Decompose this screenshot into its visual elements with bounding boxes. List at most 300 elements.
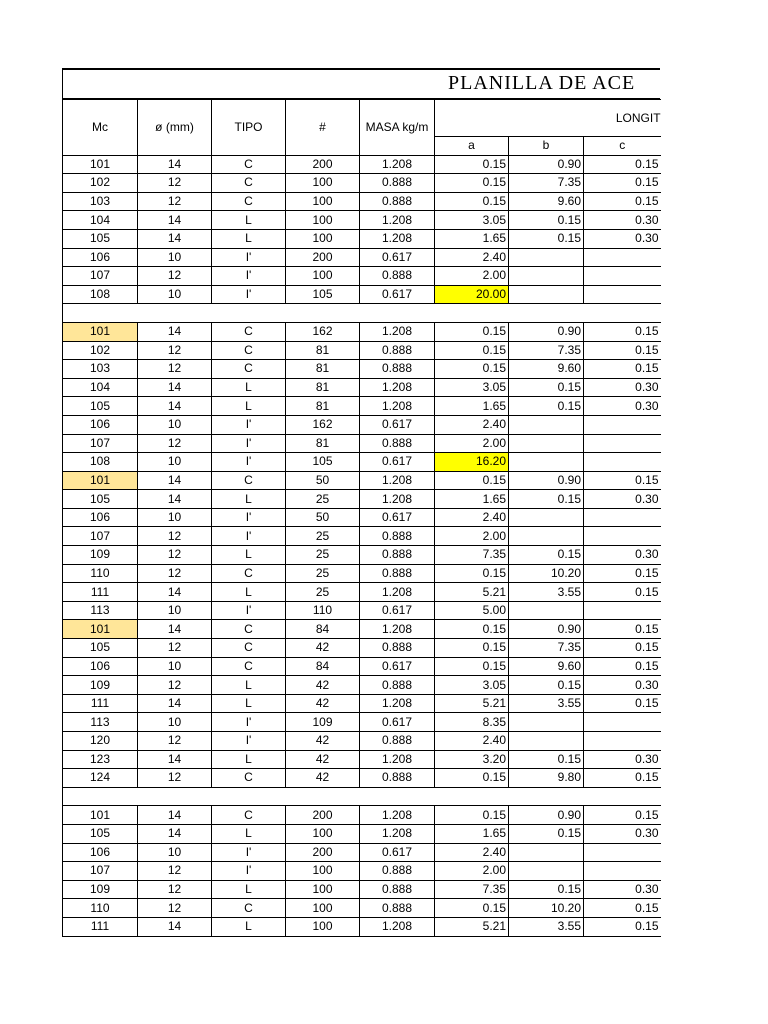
cell-masa: 0.888 xyxy=(360,434,435,453)
header-masa: MASA kg/m xyxy=(360,100,435,156)
cell-tipo: C xyxy=(212,155,286,174)
cell-tipo: I' xyxy=(212,267,286,286)
cell-num: 100 xyxy=(286,880,360,899)
cell-phi: 14 xyxy=(138,620,212,639)
cell-masa: 0.617 xyxy=(360,601,435,620)
table-row xyxy=(63,657,661,676)
table-row xyxy=(63,899,661,918)
cell-tipo: L xyxy=(212,750,286,769)
cell-phi: 12 xyxy=(138,527,212,546)
cell-masa: 1.208 xyxy=(360,620,435,639)
cell-mc: 110 xyxy=(63,564,138,583)
cell-phi: 12 xyxy=(138,639,212,658)
cell-c xyxy=(584,248,661,267)
cell-a: 0.15 xyxy=(435,360,509,379)
cell-phi: 12 xyxy=(138,732,212,751)
table-row xyxy=(63,174,661,193)
cell-mc: 101 xyxy=(63,806,138,825)
table-row xyxy=(63,341,661,360)
cell-phi: 12 xyxy=(138,360,212,379)
table-row xyxy=(63,508,661,527)
header-c: c xyxy=(584,137,661,156)
cell-a: 3.05 xyxy=(435,676,509,695)
table-row xyxy=(63,211,661,230)
table-row xyxy=(63,546,661,565)
cell-a: 0.15 xyxy=(435,341,509,360)
cell-c: 0.15 xyxy=(584,639,661,658)
cell-num: 84 xyxy=(286,620,360,639)
cell-a: 5.00 xyxy=(435,601,509,620)
cell-num: 100 xyxy=(286,862,360,881)
cell-a: 0.15 xyxy=(435,564,509,583)
cell-a: 0.15 xyxy=(435,639,509,658)
cell-a: 1.65 xyxy=(435,397,509,416)
cell-tipo: C xyxy=(212,341,286,360)
cell-mc: 107 xyxy=(63,267,138,286)
cell-b xyxy=(509,862,584,881)
cell-b: 9.60 xyxy=(509,192,584,211)
cell-mc: 102 xyxy=(63,341,138,360)
cell-masa: 0.617 xyxy=(360,415,435,434)
cell-a: 0.15 xyxy=(435,471,509,490)
cell-a: 3.20 xyxy=(435,750,509,769)
cell-a: 0.15 xyxy=(435,899,509,918)
cell-phi: 14 xyxy=(138,490,212,509)
cell-masa: 0.617 xyxy=(360,248,435,267)
cell-b xyxy=(509,267,584,286)
cell-num: 25 xyxy=(286,564,360,583)
cell-mc: 111 xyxy=(63,694,138,713)
cell-mc: 107 xyxy=(63,862,138,881)
table-body xyxy=(63,155,661,936)
cell-num: 162 xyxy=(286,322,360,341)
cell-masa: 0.888 xyxy=(360,192,435,211)
cell-phi: 10 xyxy=(138,508,212,527)
cell-b: 10.20 xyxy=(509,899,584,918)
title-row xyxy=(62,68,660,99)
cell-mc: 120 xyxy=(63,732,138,751)
cell-mc: 124 xyxy=(63,769,138,788)
cell-a: 0.15 xyxy=(435,806,509,825)
table-row xyxy=(63,750,661,769)
table-row xyxy=(63,676,661,695)
cell-tipo: L xyxy=(212,397,286,416)
cell-phi: 12 xyxy=(138,769,212,788)
cell-mc: 105 xyxy=(63,824,138,843)
table-row xyxy=(63,360,661,379)
cell-phi: 14 xyxy=(138,471,212,490)
header-diameter: ø (mm) xyxy=(138,100,212,156)
cell-b: 0.15 xyxy=(509,490,584,509)
cell-mc: 110 xyxy=(63,899,138,918)
cell-mc: 111 xyxy=(63,583,138,602)
cell-masa: 0.888 xyxy=(360,639,435,658)
cell-c: 0.30 xyxy=(584,397,661,416)
cell-tipo: L xyxy=(212,490,286,509)
cell-phi: 10 xyxy=(138,453,212,472)
cell-a: 2.00 xyxy=(435,434,509,453)
cell-num: 100 xyxy=(286,267,360,286)
table-row xyxy=(63,285,661,304)
cell-num: 81 xyxy=(286,360,360,379)
cell-masa: 0.888 xyxy=(360,769,435,788)
table-row xyxy=(63,229,661,248)
cell-num: 100 xyxy=(286,824,360,843)
cell-mc: 106 xyxy=(63,415,138,434)
cell-num: 50 xyxy=(286,471,360,490)
cell-c xyxy=(584,843,661,862)
cell-b: 0.15 xyxy=(509,750,584,769)
cell-c: 0.30 xyxy=(584,824,661,843)
cell-num: 105 xyxy=(286,453,360,472)
table-row xyxy=(63,806,661,825)
cell-a: 0.15 xyxy=(435,657,509,676)
cell-mc: 101 xyxy=(63,155,138,174)
cell-c: 0.15 xyxy=(584,564,661,583)
cell-c: 0.15 xyxy=(584,583,661,602)
table-row xyxy=(63,434,661,453)
cell-c: 0.30 xyxy=(584,378,661,397)
cell-masa: 1.208 xyxy=(360,211,435,230)
cell-phi: 10 xyxy=(138,657,212,676)
cell-tipo: C xyxy=(212,639,286,658)
cell-num: 42 xyxy=(286,676,360,695)
table-row xyxy=(63,322,661,341)
cell-c xyxy=(584,508,661,527)
cell-tipo: C xyxy=(212,769,286,788)
cell-a: 0.15 xyxy=(435,155,509,174)
cell-a: 2.40 xyxy=(435,248,509,267)
cell-mc: 101 xyxy=(63,322,138,341)
cell-a: 1.65 xyxy=(435,824,509,843)
cell-tipo: C xyxy=(212,174,286,193)
cell-tipo: L xyxy=(212,211,286,230)
cell-phi: 14 xyxy=(138,583,212,602)
cell-b xyxy=(509,732,584,751)
cell-a: 2.40 xyxy=(435,508,509,527)
cell-tipo: L xyxy=(212,583,286,602)
cell-masa: 1.208 xyxy=(360,471,435,490)
cell-phi: 14 xyxy=(138,694,212,713)
cell-a: 1.65 xyxy=(435,229,509,248)
cell-a: 2.40 xyxy=(435,415,509,434)
cell-phi: 10 xyxy=(138,843,212,862)
cell-tipo: I' xyxy=(212,527,286,546)
block-separator xyxy=(63,304,661,323)
cell-masa: 1.208 xyxy=(360,229,435,248)
cell-num: 25 xyxy=(286,490,360,509)
cell-tipo: I' xyxy=(212,434,286,453)
cell-masa: 0.617 xyxy=(360,843,435,862)
cell-tipo: L xyxy=(212,917,286,936)
cell-a: 0.15 xyxy=(435,174,509,193)
cell-masa: 0.888 xyxy=(360,880,435,899)
table-row xyxy=(63,620,661,639)
cell-a: 2.00 xyxy=(435,862,509,881)
cell-phi: 14 xyxy=(138,378,212,397)
cell-c: 0.30 xyxy=(584,750,661,769)
cell-mc: 105 xyxy=(63,490,138,509)
cell-c xyxy=(584,415,661,434)
block-separator xyxy=(63,787,661,806)
cell-mc: 109 xyxy=(63,880,138,899)
cell-masa: 0.888 xyxy=(360,527,435,546)
cell-tipo: C xyxy=(212,806,286,825)
cell-c: 0.15 xyxy=(584,174,661,193)
cell-tipo: L xyxy=(212,880,286,899)
cell-a: 7.35 xyxy=(435,880,509,899)
cell-tipo: L xyxy=(212,694,286,713)
cell-phi: 14 xyxy=(138,211,212,230)
cell-c: 0.15 xyxy=(584,155,661,174)
cell-phi: 12 xyxy=(138,192,212,211)
cell-a: 16.20 xyxy=(435,453,509,472)
cell-tipo: I' xyxy=(212,285,286,304)
cell-b: 0.15 xyxy=(509,229,584,248)
cell-a: 2.00 xyxy=(435,267,509,286)
cell-num: 50 xyxy=(286,508,360,527)
cell-a: 5.21 xyxy=(435,694,509,713)
cell-tipo: I' xyxy=(212,732,286,751)
cell-phi: 14 xyxy=(138,322,212,341)
cell-c: 0.15 xyxy=(584,322,661,341)
cell-c: 0.30 xyxy=(584,229,661,248)
cell-tipo: C xyxy=(212,322,286,341)
cell-a: 0.15 xyxy=(435,192,509,211)
cell-b: 0.15 xyxy=(509,378,584,397)
cell-phi: 14 xyxy=(138,397,212,416)
cell-num: 81 xyxy=(286,434,360,453)
table-row xyxy=(63,732,661,751)
cell-mc: 107 xyxy=(63,527,138,546)
header-count: # xyxy=(286,100,360,156)
header-mc: Mc xyxy=(63,100,138,156)
sheet-title: PLANILLA DE ACE xyxy=(448,72,636,94)
cell-mc: 106 xyxy=(63,248,138,267)
cell-masa: 0.888 xyxy=(360,174,435,193)
cell-b: 0.15 xyxy=(509,676,584,695)
cell-phi: 14 xyxy=(138,750,212,769)
cell-num: 25 xyxy=(286,527,360,546)
cell-mc: 105 xyxy=(63,639,138,658)
header-row-1 xyxy=(63,100,661,137)
header-b: b xyxy=(509,137,584,156)
cell-a: 0.15 xyxy=(435,620,509,639)
cell-a: 1.65 xyxy=(435,490,509,509)
cell-c: 0.15 xyxy=(584,471,661,490)
table-row xyxy=(63,769,661,788)
cell-num: 200 xyxy=(286,155,360,174)
cell-num: 200 xyxy=(286,843,360,862)
cell-b: 0.15 xyxy=(509,824,584,843)
cell-tipo: C xyxy=(212,899,286,918)
cell-num: 200 xyxy=(286,248,360,267)
cell-b: 9.80 xyxy=(509,769,584,788)
cell-masa: 0.888 xyxy=(360,899,435,918)
cell-phi: 12 xyxy=(138,564,212,583)
cell-masa: 1.208 xyxy=(360,155,435,174)
table-row xyxy=(63,862,661,881)
cell-mc: 101 xyxy=(63,471,138,490)
cell-phi: 14 xyxy=(138,824,212,843)
table-row xyxy=(63,471,661,490)
cell-b xyxy=(509,601,584,620)
cell-mc: 109 xyxy=(63,676,138,695)
cell-a: 20.00 xyxy=(435,285,509,304)
table-row xyxy=(63,694,661,713)
cell-num: 100 xyxy=(286,229,360,248)
cell-b: 7.35 xyxy=(509,341,584,360)
cell-tipo: L xyxy=(212,546,286,565)
cell-b: 10.20 xyxy=(509,564,584,583)
cell-mc: 104 xyxy=(63,378,138,397)
cell-a: 2.40 xyxy=(435,732,509,751)
cell-mc: 105 xyxy=(63,229,138,248)
cell-num: 100 xyxy=(286,174,360,193)
cell-masa: 0.888 xyxy=(360,862,435,881)
cell-c: 0.15 xyxy=(584,694,661,713)
cell-mc: 107 xyxy=(63,434,138,453)
table-row xyxy=(63,583,661,602)
cell-tipo: L xyxy=(212,229,286,248)
cell-c: 0.15 xyxy=(584,769,661,788)
cell-phi: 12 xyxy=(138,434,212,453)
cell-b xyxy=(509,453,584,472)
cell-num: 81 xyxy=(286,397,360,416)
cell-c xyxy=(584,434,661,453)
cell-masa: 1.208 xyxy=(360,806,435,825)
table-row xyxy=(63,397,661,416)
table-row xyxy=(63,917,661,936)
cell-num: 42 xyxy=(286,769,360,788)
table-row xyxy=(63,843,661,862)
cell-b xyxy=(509,248,584,267)
table-row xyxy=(63,601,661,620)
table-row xyxy=(63,267,661,286)
cell-num: 100 xyxy=(286,917,360,936)
cell-num: 162 xyxy=(286,415,360,434)
cell-b xyxy=(509,527,584,546)
cell-c: 0.15 xyxy=(584,917,661,936)
cell-b: 0.15 xyxy=(509,880,584,899)
cell-num: 42 xyxy=(286,732,360,751)
cell-b xyxy=(509,713,584,732)
table-row xyxy=(63,453,661,472)
cell-b: 9.60 xyxy=(509,360,584,379)
table-row xyxy=(63,564,661,583)
cell-a: 0.15 xyxy=(435,322,509,341)
cell-tipo: C xyxy=(212,564,286,583)
cell-tipo: I' xyxy=(212,508,286,527)
cell-mc: 109 xyxy=(63,546,138,565)
cell-b xyxy=(509,843,584,862)
cell-b: 0.90 xyxy=(509,471,584,490)
cell-phi: 10 xyxy=(138,285,212,304)
cell-num: 81 xyxy=(286,341,360,360)
cell-masa: 0.888 xyxy=(360,564,435,583)
cell-tipo: C xyxy=(212,620,286,639)
cell-mc: 103 xyxy=(63,360,138,379)
cell-c: 0.30 xyxy=(584,546,661,565)
cell-b: 0.90 xyxy=(509,322,584,341)
cell-masa: 0.888 xyxy=(360,676,435,695)
cell-phi: 12 xyxy=(138,862,212,881)
cell-num: 100 xyxy=(286,899,360,918)
cell-b: 0.15 xyxy=(509,546,584,565)
cell-tipo: I' xyxy=(212,453,286,472)
cell-mc: 105 xyxy=(63,397,138,416)
cell-num: 81 xyxy=(286,378,360,397)
table-row xyxy=(63,192,661,211)
cell-tipo: L xyxy=(212,378,286,397)
cell-b: 0.90 xyxy=(509,806,584,825)
cell-masa: 1.208 xyxy=(360,378,435,397)
table-row xyxy=(63,155,661,174)
cell-phi: 12 xyxy=(138,267,212,286)
cell-b: 7.35 xyxy=(509,639,584,658)
cell-masa: 0.888 xyxy=(360,546,435,565)
table-row xyxy=(63,378,661,397)
header-a: a xyxy=(435,137,509,156)
cell-b: 9.60 xyxy=(509,657,584,676)
cell-masa: 0.617 xyxy=(360,453,435,472)
cell-mc: 102 xyxy=(63,174,138,193)
cell-c: 0.15 xyxy=(584,341,661,360)
cell-mc: 104 xyxy=(63,211,138,230)
cell-num: 42 xyxy=(286,639,360,658)
cell-mc: 101 xyxy=(63,620,138,639)
cell-b: 3.55 xyxy=(509,917,584,936)
cell-tipo: I' xyxy=(212,601,286,620)
cell-c: 0.15 xyxy=(584,620,661,639)
cell-masa: 0.888 xyxy=(360,360,435,379)
cell-phi: 12 xyxy=(138,174,212,193)
cell-c: 0.15 xyxy=(584,360,661,379)
cell-c xyxy=(584,862,661,881)
cell-num: 42 xyxy=(286,694,360,713)
cell-a: 2.00 xyxy=(435,527,509,546)
cell-tipo: C xyxy=(212,192,286,211)
cell-a: 7.35 xyxy=(435,546,509,565)
cell-num: 105 xyxy=(286,285,360,304)
cell-phi: 12 xyxy=(138,676,212,695)
cell-tipo: L xyxy=(212,824,286,843)
cell-a: 3.05 xyxy=(435,211,509,230)
cell-masa: 0.617 xyxy=(360,713,435,732)
cell-c: 0.30 xyxy=(584,490,661,509)
cell-mc: 113 xyxy=(63,601,138,620)
cell-tipo: C xyxy=(212,471,286,490)
cell-c: 0.30 xyxy=(584,880,661,899)
cell-a: 2.40 xyxy=(435,843,509,862)
cell-num: 200 xyxy=(286,806,360,825)
cell-phi: 12 xyxy=(138,899,212,918)
cell-phi: 10 xyxy=(138,601,212,620)
cell-masa: 1.208 xyxy=(360,750,435,769)
cell-c: 0.15 xyxy=(584,657,661,676)
cell-a: 5.21 xyxy=(435,917,509,936)
cell-tipo: C xyxy=(212,360,286,379)
cell-mc: 106 xyxy=(63,508,138,527)
cell-c: 0.30 xyxy=(584,211,661,230)
cell-tipo: I' xyxy=(212,713,286,732)
cell-num: 84 xyxy=(286,657,360,676)
cell-a: 0.15 xyxy=(435,769,509,788)
cell-num: 42 xyxy=(286,750,360,769)
table-row xyxy=(63,639,661,658)
table-row xyxy=(63,248,661,267)
header-tipo: TIPO xyxy=(212,100,286,156)
